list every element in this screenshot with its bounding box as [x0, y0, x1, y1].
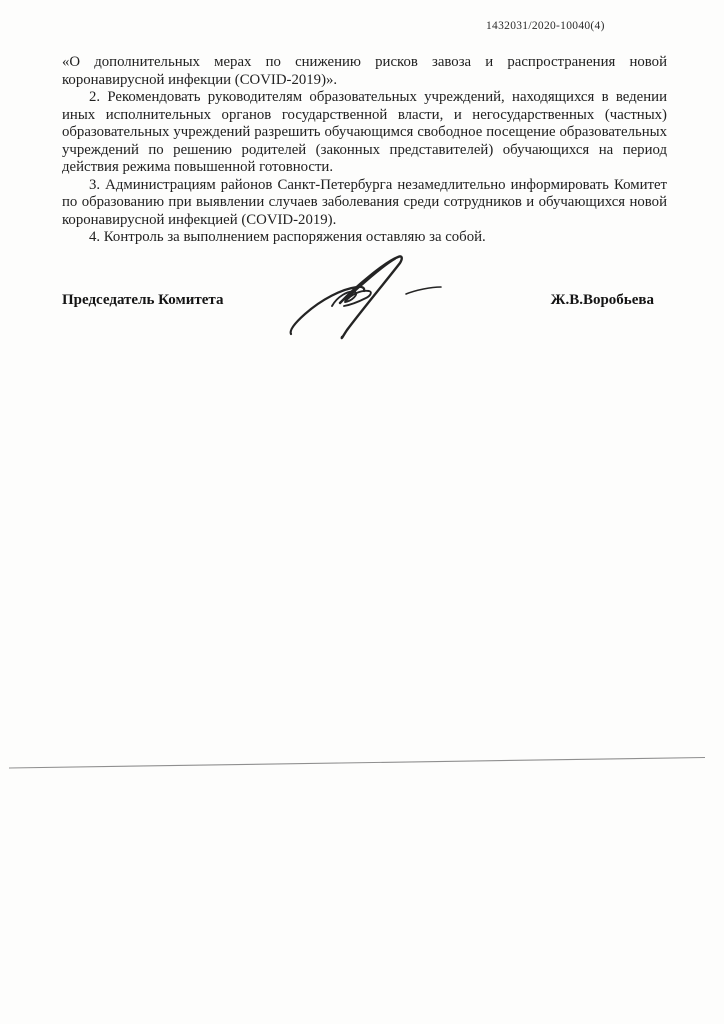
document-line: 3. Администрациям районов Санкт-Петербурга незамедлительно информировать Комитет: [89, 176, 667, 193]
document-body-text: [62, 54, 667, 247]
document-line: по образованию при выявлении случаев заболевания среди сотрудников и обучающихся новой: [62, 194, 667, 210]
document-line: образовательных учреждений разрешить обучающимся свободное посещение образовательных: [62, 124, 667, 140]
document-line: иных исполнительных органов государственной власти, и негосударственных (частных): [62, 106, 667, 123]
document-line: коронавирусной инфекцией (COVID-2019).: [62, 211, 337, 228]
document-line: учреждений по решению родителей (законных представителей) обучающихся на период: [62, 141, 667, 158]
document-line: 2. Рекомендовать руководителям образовательных учреждений, находящихся в ведении: [89, 89, 667, 105]
signer-name: Ж.В.Воробьева: [550, 292, 654, 308]
document-registration-number: 1432031/2020-10040(4): [486, 20, 605, 32]
document-line: «О дополнительных мерах по снижению рисков завоза и распространения новой: [62, 54, 667, 70]
document-line: коронавирусной инфекции (COVID-2019)».: [62, 71, 338, 88]
document-line: 4. Контроль за выполнением распоряжения оставляю за собой.: [89, 229, 486, 245]
signer-title: Председатель Комитета: [62, 292, 224, 308]
handwritten-signature-icon: [283, 248, 451, 344]
footer-rule-line: [0, 750, 724, 775]
document-line: действия режима повышенной готовности.: [62, 159, 334, 175]
